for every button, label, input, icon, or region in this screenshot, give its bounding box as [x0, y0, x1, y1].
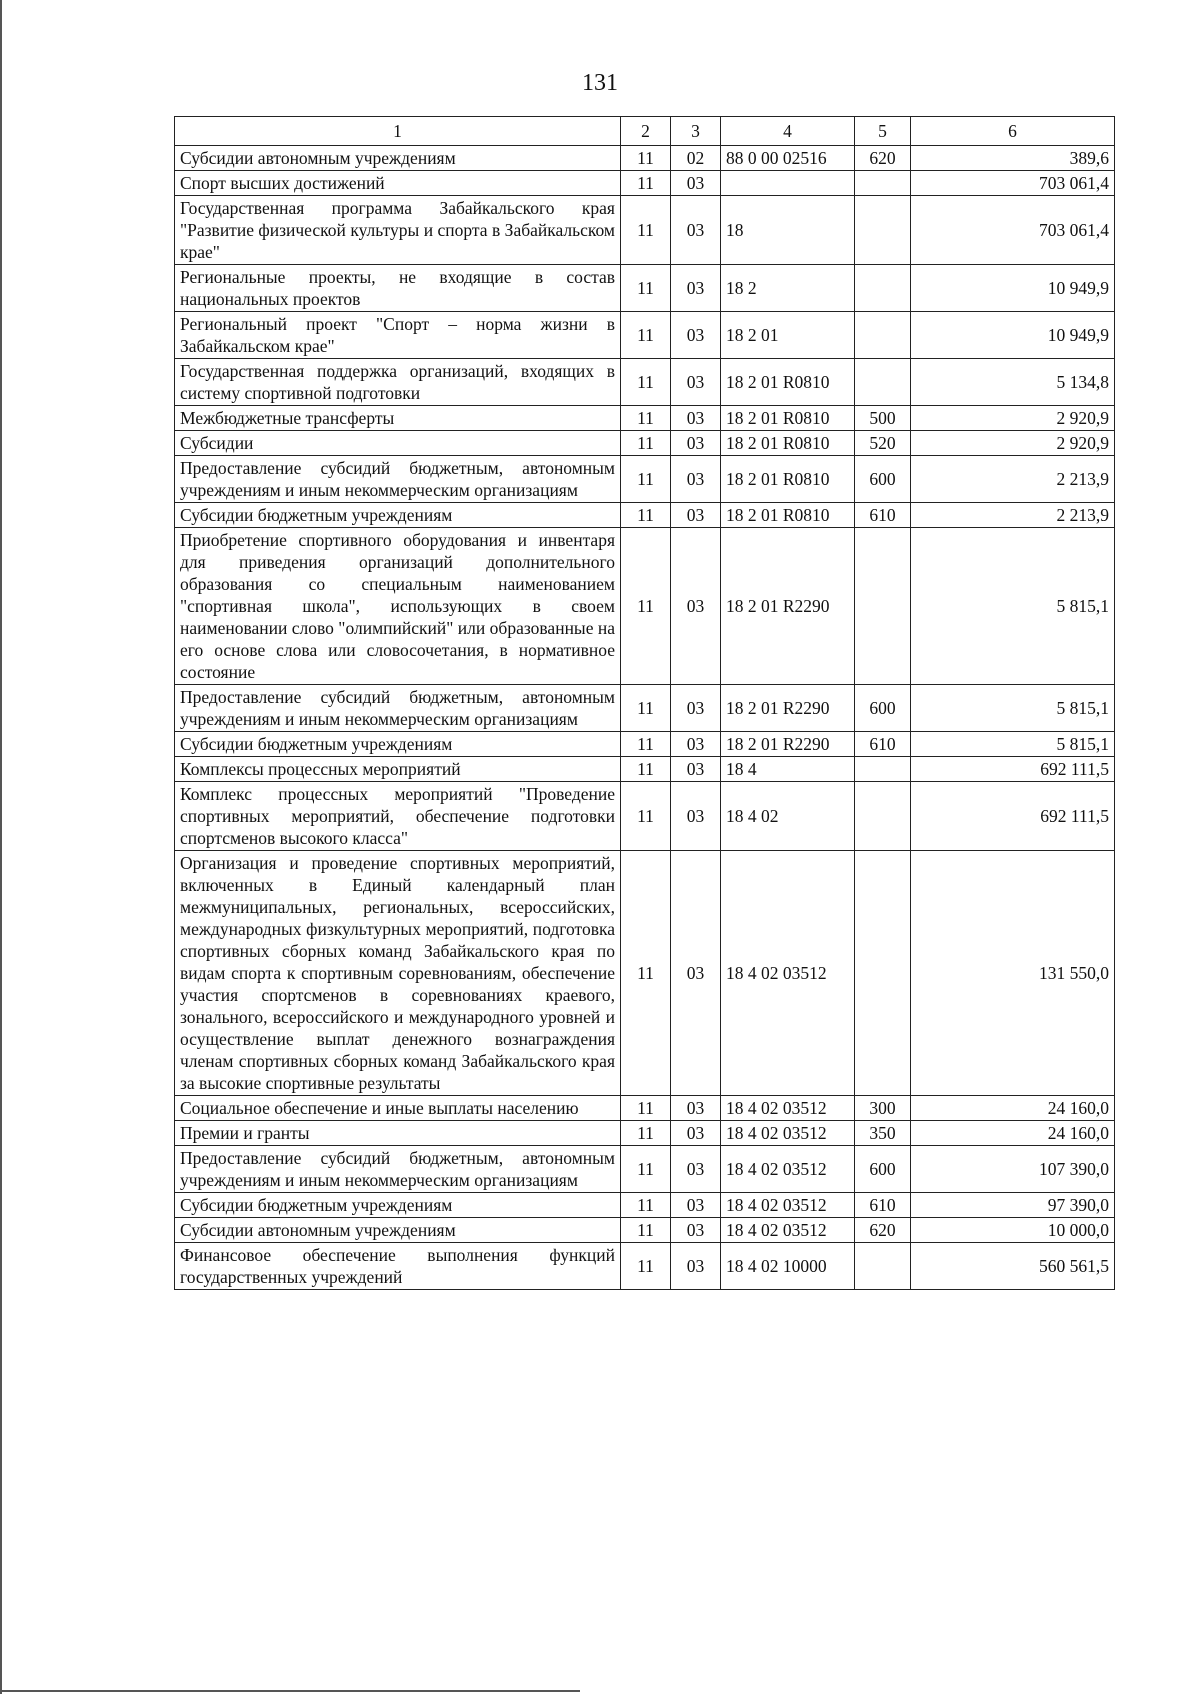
row-name-cell: Субсидии автономным учреждениям [175, 1218, 621, 1243]
row-section-cell: 11 [621, 359, 671, 406]
row-section-cell: 11 [621, 1121, 671, 1146]
row-name-cell: Межбюджетные трансферты [175, 406, 621, 431]
page-number: 131 [582, 70, 618, 96]
row-name-cell: Спорт высших достижений [175, 171, 621, 196]
row-name-cell: Субсидии бюджетным учреждениям [175, 503, 621, 528]
row-amount-cell: 560 561,5 [911, 1243, 1115, 1290]
row-subsection-cell: 03 [671, 757, 721, 782]
table-row [175, 732, 1115, 757]
table-row [175, 456, 1115, 503]
row-expense-type-cell: 620 [855, 1218, 911, 1243]
row-subsection-cell: 03 [671, 1218, 721, 1243]
row-amount-cell: 703 061,4 [911, 171, 1115, 196]
table-header-row [175, 117, 1115, 146]
row-amount-cell: 5 134,8 [911, 359, 1115, 406]
row-section-cell: 11 [621, 503, 671, 528]
row-amount-cell: 5 815,1 [911, 685, 1115, 732]
table-row [175, 1121, 1115, 1146]
row-expense-type-cell: 610 [855, 732, 911, 757]
row-expense-type-cell: 600 [855, 1146, 911, 1193]
row-amount-cell: 5 815,1 [911, 732, 1115, 757]
row-expense-type-cell: 350 [855, 1121, 911, 1146]
row-expense-type-cell: 500 [855, 406, 911, 431]
row-target-article-cell: 18 [721, 196, 855, 265]
row-target-article-cell: 18 4 02 03512 [721, 1121, 855, 1146]
row-expense-type-cell [855, 851, 911, 1096]
table-row [175, 1193, 1115, 1218]
row-target-article-cell: 18 4 02 10000 [721, 1243, 855, 1290]
row-name-cell: Государственная программа Забайкальского края "Развитие физической культуры и спорта в Забайкальском крае" [175, 196, 621, 265]
table-row [175, 312, 1115, 359]
row-subsection-cell: 03 [671, 1243, 721, 1290]
column-header-6: 6 [911, 117, 1115, 146]
table-row [175, 359, 1115, 406]
table-row [175, 406, 1115, 431]
row-section-cell: 11 [621, 1243, 671, 1290]
row-subsection-cell: 03 [671, 1096, 721, 1121]
row-amount-cell: 131 550,0 [911, 851, 1115, 1096]
row-amount-cell: 692 111,5 [911, 757, 1115, 782]
row-subsection-cell: 03 [671, 503, 721, 528]
row-target-article-cell: 18 4 02 03512 [721, 1096, 855, 1121]
row-expense-type-cell [855, 528, 911, 685]
row-section-cell: 11 [621, 265, 671, 312]
row-expense-type-cell [855, 1243, 911, 1290]
row-name-cell: Организация и проведение спортивных мероприятий, включенных в Единый календарный план межмуниципальных, региональных, всероссийских, международных физкультурных мероприятий, подготовка спортивных сборных команд Забайкальского края по видам спорта к спортивным соревнованиям, обеспечение участия спортсменов в соревнованиях краевого, зонального, всероссийского и международного уровней и осуществление выплат денежного вознаграждения членам спортивных сборных команд Забайкальского края за высокие спортивные результаты [175, 851, 621, 1096]
table-row [175, 782, 1115, 851]
table-row [175, 265, 1115, 312]
row-subsection-cell: 03 [671, 406, 721, 431]
row-expense-type-cell [855, 782, 911, 851]
scan-edge-bottom [0, 1690, 580, 1692]
row-expense-type-cell: 600 [855, 456, 911, 503]
row-section-cell: 11 [621, 312, 671, 359]
row-section-cell: 11 [621, 528, 671, 685]
row-expense-type-cell: 620 [855, 146, 911, 171]
row-amount-cell: 97 390,0 [911, 1193, 1115, 1218]
column-header-2: 2 [621, 117, 671, 146]
row-amount-cell: 5 815,1 [911, 528, 1115, 685]
row-subsection-cell: 03 [671, 1193, 721, 1218]
row-name-cell: Государственная поддержка организаций, входящих в систему спортивной подготовки [175, 359, 621, 406]
table-row [175, 146, 1115, 171]
row-name-cell: Субсидии бюджетным учреждениям [175, 1193, 621, 1218]
row-name-cell: Субсидии [175, 431, 621, 456]
scan-edge-left [0, 0, 2, 1694]
row-target-article-cell: 18 2 01 R2290 [721, 685, 855, 732]
row-target-article-cell: 18 4 02 [721, 782, 855, 851]
row-subsection-cell: 03 [671, 732, 721, 757]
table-row [175, 1146, 1115, 1193]
row-target-article-cell: 18 4 [721, 757, 855, 782]
row-amount-cell: 10 949,9 [911, 312, 1115, 359]
row-section-cell: 11 [621, 757, 671, 782]
row-subsection-cell: 03 [671, 359, 721, 406]
row-amount-cell: 10 949,9 [911, 265, 1115, 312]
row-section-cell: 11 [621, 1096, 671, 1121]
column-header-1: 1 [175, 117, 621, 146]
row-subsection-cell: 03 [671, 456, 721, 503]
row-target-article-cell: 18 2 [721, 265, 855, 312]
row-subsection-cell: 03 [671, 431, 721, 456]
row-name-cell: Комплексы процессных мероприятий [175, 757, 621, 782]
row-expense-type-cell [855, 196, 911, 265]
row-subsection-cell: 02 [671, 146, 721, 171]
row-amount-cell: 2 920,9 [911, 406, 1115, 431]
row-expense-type-cell: 610 [855, 503, 911, 528]
row-expense-type-cell [855, 312, 911, 359]
row-section-cell: 11 [621, 171, 671, 196]
row-amount-cell: 24 160,0 [911, 1121, 1115, 1146]
table-row [175, 757, 1115, 782]
row-section-cell: 11 [621, 196, 671, 265]
row-section-cell: 11 [621, 456, 671, 503]
row-expense-type-cell [855, 265, 911, 312]
row-name-cell: Предоставление субсидий бюджетным, автономным учреждениям и иным некоммерческим организациям [175, 456, 621, 503]
row-name-cell: Предоставление субсидий бюджетным, автономным учреждениям и иным некоммерческим организациям [175, 685, 621, 732]
row-target-article-cell: 18 2 01 R0810 [721, 503, 855, 528]
row-amount-cell: 2 213,9 [911, 503, 1115, 528]
row-expense-type-cell: 610 [855, 1193, 911, 1218]
row-name-cell: Приобретение спортивного оборудования и инвентаря для приведения организаций дополнительного образования со специальным наименованием "спортивная школа", использующих в своем наименовании слово "олимпийский" или образованные на его основе слова или словосочетания, в нормативное состояние [175, 528, 621, 685]
row-section-cell: 11 [621, 1218, 671, 1243]
column-header-4: 4 [721, 117, 855, 146]
table-row [175, 171, 1115, 196]
row-target-article-cell: 18 2 01 R2290 [721, 528, 855, 685]
row-section-cell: 11 [621, 146, 671, 171]
row-expense-type-cell [855, 359, 911, 406]
table-row [175, 1243, 1115, 1290]
row-subsection-cell: 03 [671, 1146, 721, 1193]
row-amount-cell: 703 061,4 [911, 196, 1115, 265]
row-target-article-cell: 18 2 01 R2290 [721, 732, 855, 757]
row-amount-cell: 107 390,0 [911, 1146, 1115, 1193]
row-target-article-cell: 18 2 01 R0810 [721, 456, 855, 503]
row-name-cell: Социальное обеспечение и иные выплаты населению [175, 1096, 621, 1121]
table-row [175, 851, 1115, 1096]
row-target-article-cell: 88 0 00 02516 [721, 146, 855, 171]
row-target-article-cell: 18 2 01 R0810 [721, 406, 855, 431]
row-section-cell: 11 [621, 1193, 671, 1218]
row-name-cell: Региональные проекты, не входящие в состав национальных проектов [175, 265, 621, 312]
table-row [175, 1218, 1115, 1243]
row-target-article-cell: 18 4 02 03512 [721, 851, 855, 1096]
table-row [175, 685, 1115, 732]
table-row [175, 528, 1115, 685]
row-amount-cell: 692 111,5 [911, 782, 1115, 851]
table-row [175, 431, 1115, 456]
row-subsection-cell: 03 [671, 851, 721, 1096]
row-subsection-cell: 03 [671, 265, 721, 312]
row-subsection-cell: 03 [671, 528, 721, 685]
row-section-cell: 11 [621, 1146, 671, 1193]
table-row [175, 503, 1115, 528]
row-name-cell: Региональный проект "Спорт – норма жизни в Забайкальском крае" [175, 312, 621, 359]
row-amount-cell: 24 160,0 [911, 1096, 1115, 1121]
row-subsection-cell: 03 [671, 196, 721, 265]
row-expense-type-cell: 300 [855, 1096, 911, 1121]
row-subsection-cell: 03 [671, 685, 721, 732]
row-name-cell: Финансовое обеспечение выполнения функций государственных учреждений [175, 1243, 621, 1290]
row-name-cell: Субсидии бюджетным учреждениям [175, 732, 621, 757]
row-expense-type-cell: 520 [855, 431, 911, 456]
row-name-cell: Премии и гранты [175, 1121, 621, 1146]
row-subsection-cell: 03 [671, 782, 721, 851]
row-section-cell: 11 [621, 431, 671, 456]
row-expense-type-cell [855, 757, 911, 782]
row-section-cell: 11 [621, 782, 671, 851]
row-expense-type-cell: 600 [855, 685, 911, 732]
row-amount-cell: 2 920,9 [911, 431, 1115, 456]
row-subsection-cell: 03 [671, 1121, 721, 1146]
row-target-article-cell [721, 171, 855, 196]
row-amount-cell: 2 213,9 [911, 456, 1115, 503]
table-row [175, 1096, 1115, 1121]
row-section-cell: 11 [621, 406, 671, 431]
row-subsection-cell: 03 [671, 312, 721, 359]
table-row [175, 196, 1115, 265]
row-name-cell: Субсидии автономным учреждениям [175, 146, 621, 171]
row-target-article-cell: 18 4 02 03512 [721, 1146, 855, 1193]
row-section-cell: 11 [621, 685, 671, 732]
row-section-cell: 11 [621, 732, 671, 757]
row-name-cell: Предоставление субсидий бюджетным, автономным учреждениям и иным некоммерческим организациям [175, 1146, 621, 1193]
column-header-3: 3 [671, 117, 721, 146]
row-amount-cell: 10 000,0 [911, 1218, 1115, 1243]
budget-table [174, 116, 1115, 1290]
row-target-article-cell: 18 2 01 R0810 [721, 359, 855, 406]
row-name-cell: Комплекс процессных мероприятий "Проведение спортивных мероприятий, обеспечение подготовки спортсменов высокого класса" [175, 782, 621, 851]
row-subsection-cell: 03 [671, 171, 721, 196]
column-header-5: 5 [855, 117, 911, 146]
row-target-article-cell: 18 4 02 03512 [721, 1193, 855, 1218]
row-amount-cell: 389,6 [911, 146, 1115, 171]
row-section-cell: 11 [621, 851, 671, 1096]
row-target-article-cell: 18 2 01 [721, 312, 855, 359]
row-target-article-cell: 18 2 01 R0810 [721, 431, 855, 456]
row-target-article-cell: 18 4 02 03512 [721, 1218, 855, 1243]
row-expense-type-cell [855, 171, 911, 196]
